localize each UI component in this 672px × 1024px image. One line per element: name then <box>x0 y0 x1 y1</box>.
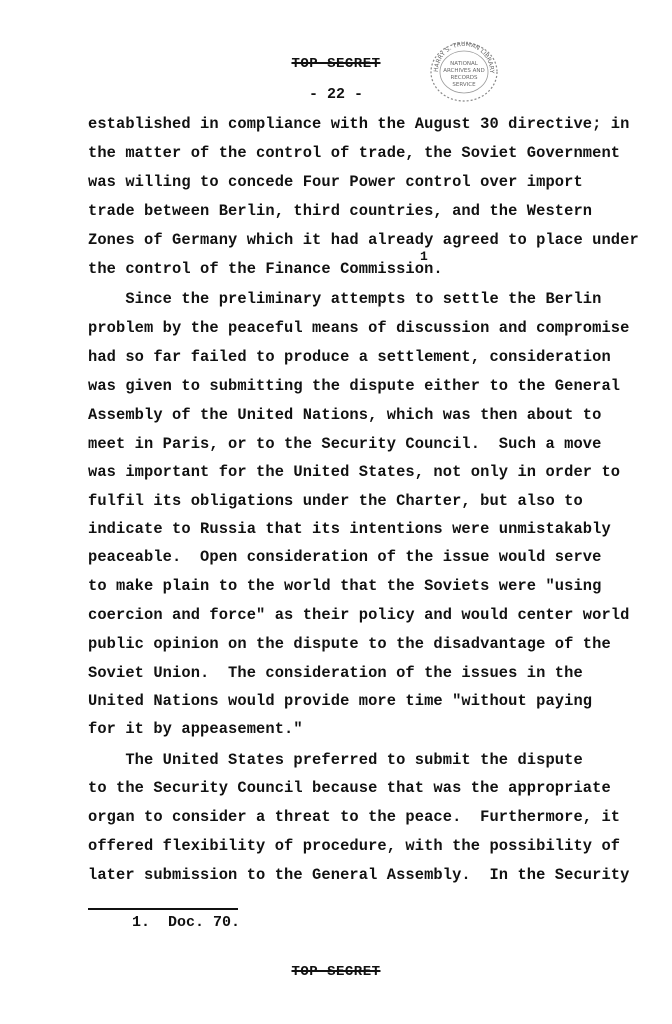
body-line: The United States preferred to submit the dispute <box>88 751 583 769</box>
body-line: Assembly of the United Nations, which was then about to <box>88 406 602 424</box>
classification-header-text: TOP SECRET <box>291 56 381 72</box>
body-line: peaceable. Open consideration of the issue would serve <box>88 548 602 566</box>
body-line: to the Security Council because that was the appropriate <box>88 779 611 797</box>
classification-footer-text: TOP SECRET <box>291 964 381 980</box>
body-line: was given to submitting the dispute either to the General <box>88 377 621 395</box>
body-line: indicate to Russia that its intentions were unmistakably <box>88 520 611 538</box>
body-line: United Nations would provide more time "without paying <box>88 692 593 710</box>
footnote-marker: 1 <box>420 249 428 264</box>
body-line: meet in Paris, or to the Security Council. Such a move <box>88 435 602 453</box>
body-line: Since the preliminary attempts to settle the Berlin <box>88 290 602 308</box>
body-line: the control of the Finance Commission. <box>88 260 443 278</box>
body-line: was important for the United States, not only in order to <box>88 463 621 481</box>
body-line: Soviet Union. The consideration of the issues in the <box>88 664 583 682</box>
body-line: Zones of Germany which it had already agreed to place under <box>88 231 639 249</box>
body-line: to make plain to the world that the Soviets were "using <box>88 577 602 595</box>
stamp-line-3: RECORDS <box>450 75 478 81</box>
classification-footer <box>0 964 672 980</box>
body-line: the matter of the control of trade, the Soviet Government <box>88 144 621 162</box>
stamp-line-4: SERVICE <box>452 82 476 88</box>
footnote: 1. Doc. 70. <box>132 914 241 931</box>
page-number: - 22 - <box>308 86 363 103</box>
body-line: for it by appeasement." <box>88 720 303 738</box>
body-line: later submission to the General Assembly. In the Security <box>88 866 630 884</box>
classification-header <box>0 56 672 72</box>
footnote-divider <box>88 908 238 910</box>
body-line: trade between Berlin, third countries, and the Western <box>88 202 593 220</box>
archives-stamp <box>428 38 500 102</box>
body-line: problem by the peaceful means of discussion and compromise <box>88 319 630 337</box>
stamp-ring-text: HARRY S. TRUMAN LIBRARY <box>432 40 496 74</box>
body-line: fulfil its obligations under the Charter, but also to <box>88 492 583 510</box>
body-line: public opinion on the dispute to the disadvantage of the <box>88 635 611 653</box>
body-line: had so far failed to produce a settlement, consideration <box>88 348 611 366</box>
body-line: was willing to concede Four Power control over import <box>88 173 583 191</box>
body-line: coercion and force" as their policy and would center world <box>88 606 630 624</box>
stamp-line-2: ARCHIVES AND <box>443 68 485 74</box>
body-line: established in compliance with the August 30 directive; in <box>88 115 630 133</box>
body-line: offered flexibility of procedure, with the possibility of <box>88 837 621 855</box>
stamp-line-1: NATIONAL <box>450 61 478 67</box>
body-line: organ to consider a threat to the peace. Furthermore, it <box>88 808 621 826</box>
